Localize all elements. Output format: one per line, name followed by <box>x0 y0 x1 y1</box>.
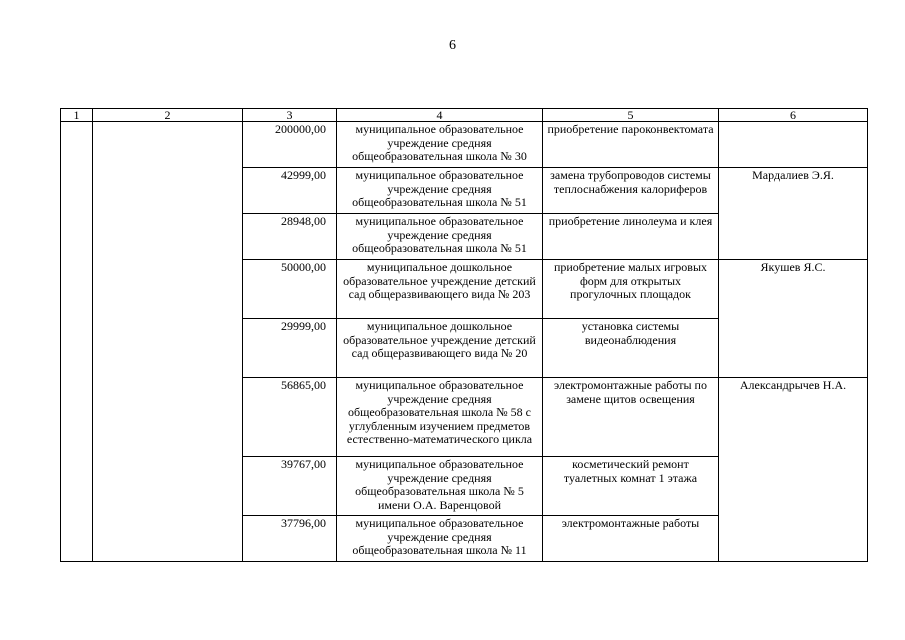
column-header-6: 6 <box>719 109 868 122</box>
institution-cell: муниципальное образовательное учреждение средняя общеобразовательная школа № 51 <box>337 168 543 214</box>
empty-cell-col2 <box>93 122 243 562</box>
institution-cell: муниципальное образовательное учреждение средняя общеобразовательная школа № 51 <box>337 214 543 260</box>
column-header-3: 3 <box>243 109 337 122</box>
responsible-cell: Мардалиев Э.Я. <box>719 168 868 260</box>
work-cell: электромонтажные работы по замене щитов освещения <box>543 378 719 457</box>
institution-cell: муниципальное образовательное учреждение средняя общеобразовательная школа № 58 с углубленным изучением предметов естественно-математического цикла <box>337 378 543 457</box>
institution-cell: муниципальное образовательное учреждение средняя общеобразовательная школа № 5 имени О.А. Варенцовой <box>337 457 543 516</box>
responsible-cell: Якушев Я.С. <box>719 260 868 378</box>
work-cell: электромонтажные работы <box>543 516 719 562</box>
institution-cell: муниципальное образовательное учреждение средняя общеобразовательная школа № 30 <box>337 122 543 168</box>
table-header-row <box>61 109 868 122</box>
table-row <box>61 122 868 168</box>
amount-cell: 29999,00 <box>243 319 337 378</box>
responsible-cell <box>719 122 868 168</box>
column-header-2: 2 <box>93 109 243 122</box>
amount-cell: 37796,00 <box>243 516 337 562</box>
empty-cell-col1 <box>61 122 93 562</box>
column-header-1: 1 <box>61 109 93 122</box>
work-cell: приобретение пароконвектомата <box>543 122 719 168</box>
page-number: 6 <box>449 38 456 53</box>
work-cell: установка системы видеонаблюдения <box>543 319 719 378</box>
work-cell: косметический ремонт туалетных комнат 1 этажа <box>543 457 719 516</box>
work-cell: приобретение линолеума и клея <box>543 214 719 260</box>
amount-cell: 200000,00 <box>243 122 337 168</box>
allocation-table <box>60 108 868 562</box>
amount-cell: 56865,00 <box>243 378 337 457</box>
responsible-cell: Александрычев Н.А. <box>719 378 868 562</box>
work-cell: приобретение малых игровых форм для открытых прогулочных площадок <box>543 260 719 319</box>
institution-cell: муниципальное дошкольное образовательное учреждение детский сад общеразвивающего вида № 203 <box>337 260 543 319</box>
institution-cell: муниципальное образовательное учреждение средняя общеобразовательная школа № 11 <box>337 516 543 562</box>
amount-cell: 42999,00 <box>243 168 337 214</box>
amount-cell: 50000,00 <box>243 260 337 319</box>
amount-cell: 39767,00 <box>243 457 337 516</box>
amount-cell: 28948,00 <box>243 214 337 260</box>
column-header-5: 5 <box>543 109 719 122</box>
institution-cell: муниципальное дошкольное образовательное учреждение детский сад общеразвивающего вида № 20 <box>337 319 543 378</box>
column-header-4: 4 <box>337 109 543 122</box>
work-cell: замена трубопроводов системы теплоснабжения калориферов <box>543 168 719 214</box>
